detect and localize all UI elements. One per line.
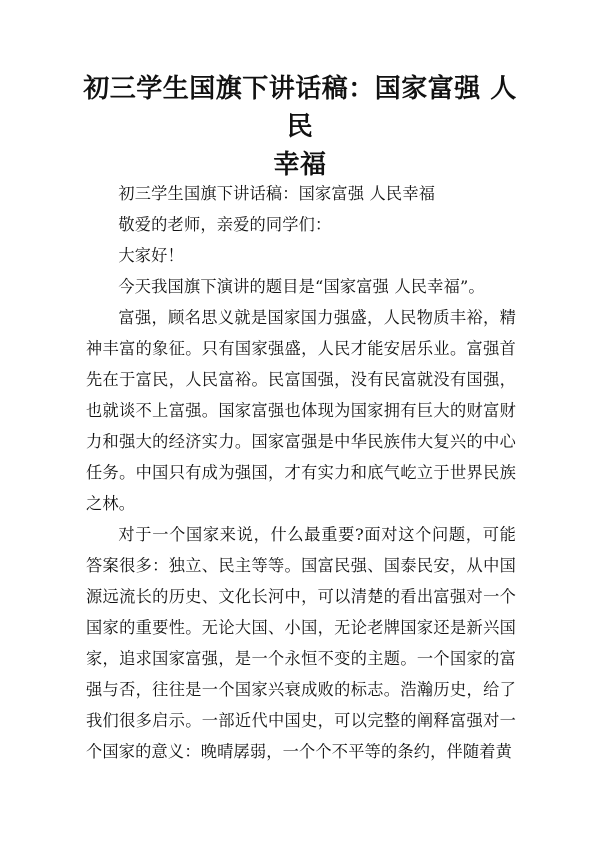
paragraph-greeting: 大家好！	[118, 246, 184, 265]
title-line-1: 初三学生国旗下讲话稿：国家富强 人民	[83, 74, 517, 142]
paragraph-body-1: 富强，顾名思义就是国家国力强盛，人民物质丰裕，精神丰富的象征。只有国家强盛，人民才能安居乐业。富强首先在于富民，人民富裕。民富国强，没有民富就没有国强，也就谈不上富强。国家富强也体现为国家拥有巨大的财富财力和强大的经济实力。国家富强是中华民族伟大复兴的中心任务。中国只有成为强国，才有实力和底气屹立于世界民族之林。	[86, 308, 516, 513]
paragraph-salutation: 敬爱的老师，亲爱的同学们：	[118, 215, 332, 234]
paragraph-body-2: 对于一个国家来说，什么最重要?面对这个问题，可能答案很多：独立、民主等等。国富民强、国泰民安，从中国源远流长的历史、文化长河中，可以清楚的看出富强对一个国家的重要性。无论大国、小国，无论老牌国家还是新兴国家，追求国家富强，是一个永恒不变的主题。一个国家的富强与否，往往是一个国家兴衰成败的标志。浩瀚历史，给了我们很多启示。一部近代中国史，可以完整的阐释富强对一个国家的意义：晚晴孱弱，一个个不平等的条约，伴随着黄	[86, 525, 516, 761]
title-line-2: 幸福	[273, 150, 327, 180]
document-body	[86, 178, 516, 767]
document-title	[70, 70, 530, 184]
paragraph-topic: 今天我国旗下演讲的题目是“国家富强 人民幸福”。	[118, 277, 485, 296]
paragraph-subtitle: 初三学生国旗下讲话稿：国家富强 人民幸福	[118, 184, 436, 203]
